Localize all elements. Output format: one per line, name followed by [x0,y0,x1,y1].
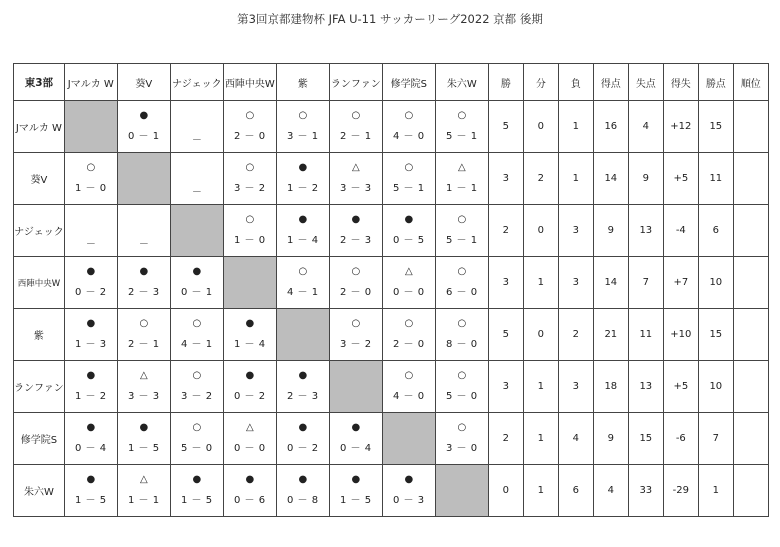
stat-cell: 1 [698,465,733,517]
column-header-stat: 順位 [733,64,768,101]
column-header-stat: 得失 [663,64,698,101]
stat-cell: 0 [488,465,523,517]
stat-cell: +12 [663,101,698,153]
stat-cell: 9 [593,413,628,465]
match-score: 3 － 1 [287,131,319,142]
result-mark: ● [139,422,149,433]
match-result-cell [170,101,223,153]
result-mark: ○ [457,110,467,121]
column-header-stat: 得点 [593,64,628,101]
stat-cell: 9 [628,153,663,205]
stat-cell: 14 [593,257,628,309]
match-result-cell [435,361,488,413]
result-mark: ● [86,474,96,485]
column-header-stat: 失点 [628,64,663,101]
match-score: 5 － 1 [446,131,478,142]
result-mark: ● [192,474,202,485]
result-mark: ○ [192,422,202,433]
result-mark: ○ [245,110,255,121]
stat-cell: 4 [593,465,628,517]
result-mark: ● [192,266,202,277]
column-header-team: 修学院S [382,64,435,101]
match-result-cell [170,309,223,361]
match-result-cell [329,309,382,361]
match-score: 0 － 2 [75,287,107,298]
stat-cell: 18 [593,361,628,413]
stat-cell [733,205,768,257]
match-score: 2 － 3 [340,235,372,246]
match-score: 1 － 5 [340,495,372,506]
match-score: 3 － 0 [446,443,478,454]
match-score: 1 － 1 [128,495,160,506]
stat-cell: 1 [523,257,558,309]
row-team-name: ナジェック [14,205,65,257]
match-score: 0 － 2 [287,443,319,454]
match-score: 3 － 3 [128,391,160,402]
match-score: 0 － 6 [234,495,266,506]
stat-cell: 5 [488,101,523,153]
table-row [14,257,769,309]
stat-cell: 9 [593,205,628,257]
column-header-team: 葵V [117,64,170,101]
match-result-cell [223,153,276,205]
match-result-cell [64,465,117,517]
stat-cell: 2 [488,205,523,257]
stat-cell: 6 [558,465,593,517]
stat-cell: 7 [628,257,663,309]
stat-cell: 14 [593,153,628,205]
result-mark: ● [298,474,308,485]
column-header-stat: 勝点 [698,64,733,101]
match-score: 1 － 5 [128,443,160,454]
result-mark: ● [404,214,414,225]
self-match-cell [276,309,329,361]
result-mark: ○ [457,422,467,433]
row-team-name: ランファン [14,361,65,413]
match-score: 1 － 0 [234,235,266,246]
match-score: 1 － 5 [75,495,107,506]
stat-cell: 0 [523,205,558,257]
match-result-cell [170,257,223,309]
self-match-cell [329,361,382,413]
result-mark: ○ [404,162,414,173]
result-mark: ○ [457,370,467,381]
match-score: 5 － 1 [446,235,478,246]
result-mark: ○ [351,318,361,329]
match-result-cell [435,101,488,153]
match-result-cell [382,101,435,153]
result-mark: ○ [192,318,202,329]
match-result-cell [117,465,170,517]
result-mark: ● [298,370,308,381]
match-score: 0 － 8 [287,495,319,506]
match-score: 1 － 3 [75,339,107,350]
match-score: 1 － 5 [181,495,213,506]
self-match-cell [223,257,276,309]
result-mark: ○ [245,162,255,173]
stat-cell: 0 [523,101,558,153]
stat-cell: 15 [628,413,663,465]
match-score: 3 － 2 [340,339,372,350]
result-mark: ● [298,422,308,433]
stat-cell: 10 [698,257,733,309]
match-result-cell [64,361,117,413]
stat-cell: 3 [558,205,593,257]
match-score: － [191,135,202,146]
match-result-cell [329,413,382,465]
match-score: 1 － 4 [287,235,319,246]
stat-cell: 3 [488,257,523,309]
stat-cell: +7 [663,257,698,309]
result-mark: ● [139,110,149,121]
stat-cell: 2 [558,309,593,361]
result-mark: △ [351,162,360,173]
match-score: 2 － 0 [234,131,266,142]
match-score: － [85,239,96,250]
table-row [14,153,769,205]
self-match-cell [64,101,117,153]
match-result-cell [276,153,329,205]
stat-cell: 1 [523,361,558,413]
match-score: 2 － 0 [340,287,372,298]
match-result-cell [382,153,435,205]
match-result-cell [435,205,488,257]
result-mark: ● [404,474,414,485]
result-mark: ● [86,422,96,433]
match-result-cell [64,205,117,257]
match-score: 2 － 3 [128,287,160,298]
match-result-cell [223,361,276,413]
match-score: 0 － 1 [181,287,213,298]
result-mark: ● [86,318,96,329]
stat-cell: 3 [558,257,593,309]
row-team-name: 西陣中央W [14,257,65,309]
stat-cell: 13 [628,205,663,257]
column-header-stat: 負 [558,64,593,101]
stat-cell: 2 [488,413,523,465]
match-score: 3 － 3 [340,183,372,194]
self-match-cell [382,413,435,465]
result-mark: ○ [245,214,255,225]
match-score: 0 － 4 [75,443,107,454]
result-mark: ● [86,370,96,381]
match-result-cell [382,309,435,361]
result-mark: △ [457,162,466,173]
match-score: 1 － 2 [287,183,319,194]
result-mark: ● [351,214,361,225]
stat-cell [733,257,768,309]
match-score: 4 － 1 [287,287,319,298]
self-match-cell [117,153,170,205]
column-header-stat: 分 [523,64,558,101]
result-mark: ● [351,422,361,433]
match-score: 0 － 0 [393,287,425,298]
result-mark: ○ [351,110,361,121]
match-score: 1 － 2 [75,391,107,402]
stat-cell: 2 [523,153,558,205]
stat-cell: -4 [663,205,698,257]
match-result-cell [435,153,488,205]
match-result-cell [382,205,435,257]
stat-cell: 3 [488,361,523,413]
match-score: 4 － 0 [393,131,425,142]
match-score: 4 － 1 [181,339,213,350]
result-mark: △ [139,474,148,485]
match-result-cell [117,361,170,413]
stat-cell: 10 [698,361,733,413]
stat-cell [733,361,768,413]
stat-cell [733,413,768,465]
page-title: 第3回京都建物杯 JFA U-11 サッカーリーグ2022 京都 後期 [237,12,543,26]
match-score: 3 － 2 [234,183,266,194]
self-match-cell [170,205,223,257]
match-result-cell [276,101,329,153]
stat-cell [733,101,768,153]
stat-cell: +10 [663,309,698,361]
match-score: 8 － 0 [446,339,478,350]
match-result-cell [382,361,435,413]
match-result-cell [329,257,382,309]
match-result-cell [223,413,276,465]
result-mark: ○ [404,318,414,329]
result-mark: ● [351,474,361,485]
table-row [14,309,769,361]
table-row [14,361,769,413]
result-mark: ○ [404,110,414,121]
match-result-cell [64,257,117,309]
stat-cell: 11 [628,309,663,361]
match-result-cell [382,465,435,517]
match-result-cell [329,101,382,153]
result-mark: △ [139,370,148,381]
stat-cell: 6 [698,205,733,257]
stat-cell: 16 [593,101,628,153]
match-result-cell [223,465,276,517]
match-score: 5 － 0 [181,443,213,454]
stat-cell: 1 [558,101,593,153]
result-mark: ○ [298,110,308,121]
result-mark: △ [245,422,254,433]
match-score: 0 － 4 [340,443,372,454]
result-mark: ● [86,266,96,277]
match-score: － [191,187,202,198]
match-result-cell [435,413,488,465]
column-header-team: 朱六W [435,64,488,101]
match-score: 1 － 1 [446,183,478,194]
column-header-team: 西陣中央W [223,64,276,101]
result-mark: ○ [457,266,467,277]
stat-cell: 15 [698,101,733,153]
match-result-cell [329,153,382,205]
stat-cell: +5 [663,153,698,205]
stat-cell: 5 [488,309,523,361]
stat-cell: 21 [593,309,628,361]
match-result-cell [117,309,170,361]
match-score: 1 － 0 [75,183,107,194]
match-score: 2 － 1 [128,339,160,350]
result-mark: ● [298,162,308,173]
league-table [13,63,769,517]
match-score: － [138,239,149,250]
row-team-name: 修学院S [14,413,65,465]
match-result-cell [276,361,329,413]
match-result-cell [170,465,223,517]
table-row [14,413,769,465]
match-result-cell [329,465,382,517]
match-result-cell [64,413,117,465]
result-mark: ○ [404,370,414,381]
match-result-cell [223,205,276,257]
match-result-cell [276,413,329,465]
column-header-stat: 勝 [488,64,523,101]
stat-cell [733,153,768,205]
stat-cell: 1 [558,153,593,205]
table-row [14,465,769,517]
match-result-cell [117,257,170,309]
match-score: 3 － 2 [181,391,213,402]
result-mark: △ [404,266,413,277]
stat-cell: 1 [523,413,558,465]
result-mark: ○ [139,318,149,329]
match-score: 4 － 0 [393,391,425,402]
match-score: 0 － 5 [393,235,425,246]
result-mark: ○ [457,214,467,225]
stat-cell: 1 [523,465,558,517]
result-mark: ● [298,214,308,225]
column-header-team: ランファン [329,64,382,101]
stat-cell: 13 [628,361,663,413]
match-result-cell [276,257,329,309]
match-result-cell [276,205,329,257]
stat-cell: 33 [628,465,663,517]
table-row [14,101,769,153]
row-team-name: 葵V [14,153,65,205]
match-score: 0 － 2 [234,391,266,402]
match-score: 1 － 4 [234,339,266,350]
stat-cell: -29 [663,465,698,517]
result-mark: ○ [457,318,467,329]
row-team-name: 朱六W [14,465,65,517]
column-header-team: Jマルカ W [64,64,117,101]
stat-cell: 15 [698,309,733,361]
column-header-team: ナジェック [170,64,223,101]
stat-cell: 4 [558,413,593,465]
match-score: 5 － 1 [393,183,425,194]
stat-cell: 11 [698,153,733,205]
match-result-cell [435,309,488,361]
match-result-cell [64,153,117,205]
match-result-cell [223,101,276,153]
stat-cell [733,465,768,517]
result-mark: ● [139,266,149,277]
match-result-cell [64,309,117,361]
stat-cell: 4 [628,101,663,153]
match-result-cell [170,361,223,413]
match-result-cell [329,205,382,257]
result-mark: ○ [298,266,308,277]
table-row [14,205,769,257]
result-mark: ● [245,318,255,329]
result-mark: ○ [351,266,361,277]
match-score: 0 － 3 [393,495,425,506]
match-result-cell [223,309,276,361]
match-score: 0 － 0 [234,443,266,454]
match-score: 0 － 1 [128,131,160,142]
corner-label: 東3部 [14,64,65,101]
match-result-cell [117,101,170,153]
result-mark: ● [245,370,255,381]
header-row [14,64,769,101]
stat-cell: 3 [488,153,523,205]
row-team-name: 紫 [14,309,65,361]
stat-cell: +5 [663,361,698,413]
match-score: 2 － 3 [287,391,319,402]
result-mark: ● [245,474,255,485]
match-result-cell [117,413,170,465]
result-mark: ○ [192,370,202,381]
self-match-cell [435,465,488,517]
stat-cell: 7 [698,413,733,465]
match-result-cell [435,257,488,309]
result-mark: ○ [86,162,96,173]
column-header-team: 紫 [276,64,329,101]
match-result-cell [170,153,223,205]
match-result-cell [382,257,435,309]
match-score: 2 － 1 [340,131,372,142]
stat-cell: 0 [523,309,558,361]
stat-cell: 3 [558,361,593,413]
match-score: 5 － 0 [446,391,478,402]
match-result-cell [117,205,170,257]
stat-cell: -6 [663,413,698,465]
row-team-name: Jマルカ W [14,101,65,153]
stat-cell [733,309,768,361]
match-score: 2 － 0 [393,339,425,350]
match-result-cell [170,413,223,465]
match-score: 6 － 0 [446,287,478,298]
match-result-cell [276,465,329,517]
